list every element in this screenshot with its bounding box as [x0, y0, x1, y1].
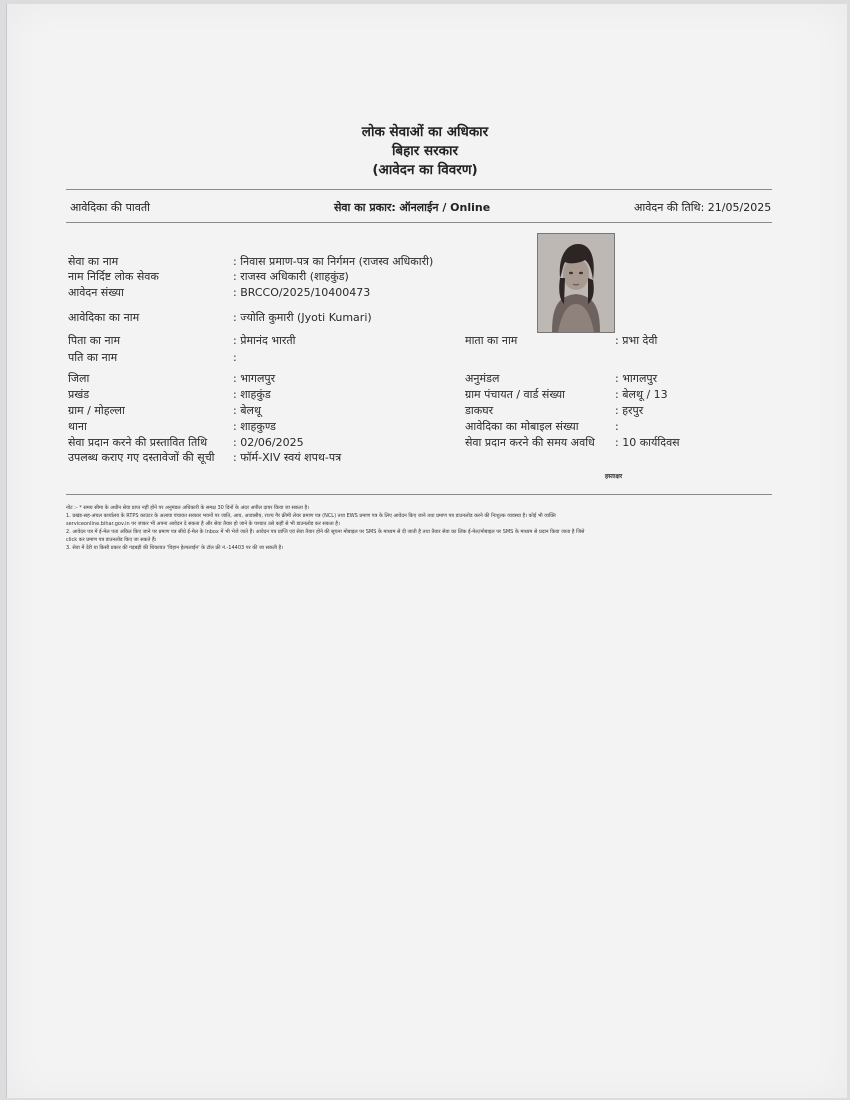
police-station-label: थाना — [68, 420, 87, 433]
signature-label: हस्ताक्षर — [605, 473, 623, 480]
application-number-label: आवेदन संख्या — [68, 286, 124, 299]
service-period-label: सेवा प्रदान करने की समय अवधि — [465, 436, 595, 449]
mobile-value: : — [615, 420, 619, 433]
father-name-value: : प्रेमानंद भारती — [233, 334, 296, 347]
husband-name-label: पति का नाम — [68, 351, 118, 364]
officer-label: नाम निर्दिष्ट लोक सेवक — [68, 270, 159, 283]
service-name-value: : निवास प्रमाण-पत्र का निर्गमन (राजस्व अधिकारी) — [233, 255, 434, 268]
proposed-date-label: सेवा प्रदान करने की प्रस्तावित तिथि — [68, 436, 208, 449]
panchayat-ward-label: ग्राम पंचायत / वार्ड संख्या — [465, 388, 566, 401]
note-line: नोट :- * समय सीमा के अधीन सेवा प्राप्त नहीं होने पर अनुमंडल अधिकारी के समक्ष 30 दिनों के अंदर अपील दायर किया जा सकता है। — [66, 505, 310, 511]
notes-section — [66, 504, 776, 552]
husband-name-value: : — [233, 351, 237, 364]
header-government: बिहार सरकार — [391, 143, 459, 159]
application-date — [634, 200, 771, 215]
service-type — [334, 200, 490, 215]
application-date-label: आवेदन की तिथि: — [634, 201, 705, 214]
block-label: प्रखंड — [68, 388, 90, 401]
note-line: serviceonline.bihar.gov.in पर जाकर भी अपना आवेदन दे सकता है और सेवा तैयार हो जाने के पश्चात उसे कहीं से भी डाउनलोड कर सकता है। — [66, 521, 340, 527]
village-label: ग्राम / मोहल्ला — [68, 404, 125, 417]
notes-divider — [66, 494, 772, 495]
documents-value: : फॉर्म-XIV स्वयं शपथ-पत्र — [233, 451, 342, 464]
document-header — [0, 123, 850, 180]
mother-name-label: माता का नाम — [465, 334, 518, 347]
panchayat-ward-value: : बेलथू / 13 — [615, 388, 668, 401]
note-line: 1. प्रखंड-सह-अंचल कार्यालय के RTPS काउंटर के अलावा पंचायत सरकार भवनों पर जाति, आय, आवासीय, राज्य गैर क्रीमी लेयर प्रमाण पत्र (NCL) तथा EWS प्रमाण पत्र के लिए आवेदन किए जाने तथा प्रमाण पत्र डाउनलोड करने की निःशुल्क व्यवस्था है। कोई भी व्यक्ति — [66, 513, 556, 519]
post-office-value: : हरपुर — [615, 404, 644, 417]
block-value: : शाहकुंड — [233, 388, 271, 401]
subdivision-value: : भागलपुर — [615, 372, 658, 385]
mobile-label: आवेदिका का मोबाइल संख्या — [465, 420, 579, 433]
proposed-date-value: : 02/06/2025 — [233, 436, 304, 449]
district-label: जिला — [68, 372, 90, 385]
applicant-name-value: : ज्योति कुमारी (Jyoti Kumari) — [233, 311, 372, 324]
father-name-label: पिता का नाम — [68, 334, 121, 347]
documents-label: उपलब्ध कराए गए दस्तावेजों की सूची — [68, 451, 215, 464]
police-station-value: : शाहकुण्ड — [233, 420, 276, 433]
officer-value: : राजस्व अधिकारी (शाहकुंड) — [233, 270, 349, 283]
service-name-label: सेवा का नाम — [68, 255, 119, 268]
meta-divider — [66, 222, 772, 223]
applicant-name-label: आवेदिका का नाम — [68, 311, 140, 324]
service-period-value: : 10 कार्यदिवस — [615, 436, 680, 449]
note-line: click कर प्रमाण पत्र डाउनलोड किए जा सकते हैं। — [66, 537, 157, 543]
applicant-photo — [537, 233, 615, 333]
header-title: लोक सेवाओं का अधिकार — [361, 124, 489, 140]
header-subtitle: (आवेदन का विवरण) — [372, 162, 478, 178]
district-value: : भागलपुर — [233, 372, 276, 385]
note-line: 2. आवेदन पत्र में ई-मेल पता अंकित किए जाने पर प्रमाण पत्र सीधे ई-मेल के Inbox में भी भेजे जाते हैं। आवेदन पत्र प्राप्ति एवं सेवा तैयार होने की सूचना मोबाइल पर SMS के माध्यम से दी जाती है तथा तैयार सेवा का लिंक ई-मेल/मोबाइल पर SMS के माध्यम से प्रदान किया जाता है जिसे — [66, 529, 585, 535]
village-value: : बेलथू — [233, 404, 261, 417]
mother-name-value: : प्रभा देवी — [615, 334, 658, 347]
service-type-label: सेवा का प्रकार: — [334, 201, 396, 214]
service-type-value: ऑनलाईन / Online — [399, 201, 491, 214]
post-office-label: डाकघर — [465, 404, 494, 417]
application-date-value: 21/05/2025 — [707, 201, 772, 214]
subdivision-label: अनुमंडल — [465, 372, 500, 385]
receipt-label: आवेदिका की पावती — [70, 201, 150, 214]
note-line: 3. सेवा में देरी या किसी प्रकार की गड़बड़ी की शिकायत 'विहान हेल्पलाईन' के टॉल फ्री नं.-14403 पर की जा सकती है। — [66, 545, 284, 551]
application-number-value: : BRCCO/2025/10400473 — [233, 286, 371, 299]
top-divider — [66, 189, 772, 190]
